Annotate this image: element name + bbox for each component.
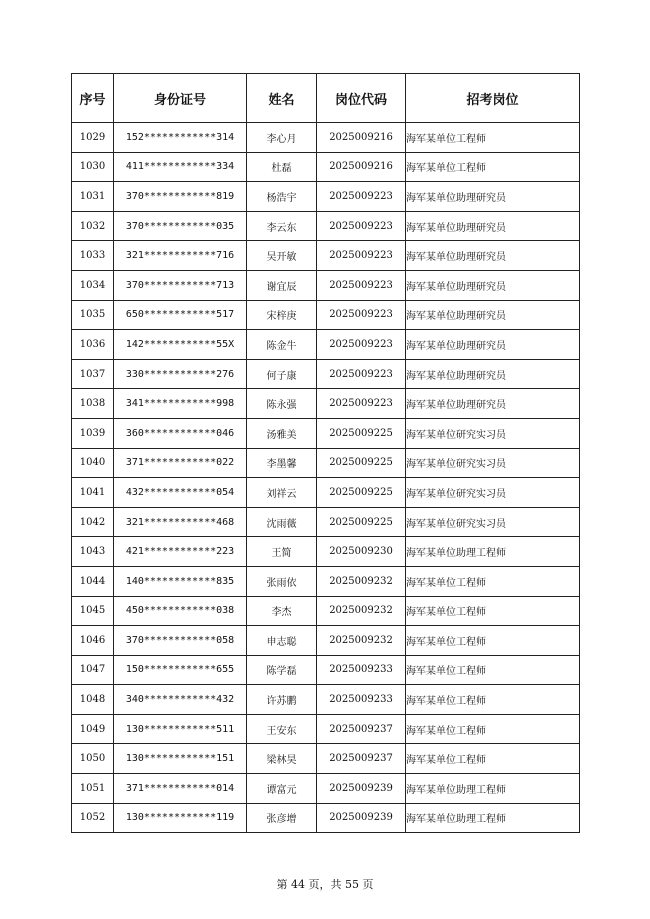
cell-id-number: 152************314	[114, 123, 247, 153]
cell-post-code: 2025009230	[317, 537, 406, 567]
cell-post-code: 2025009237	[317, 714, 406, 744]
cell-name: 陈永强	[247, 389, 317, 419]
cell-id-number: 411************334	[114, 152, 247, 182]
cell-id-number: 650************517	[114, 300, 247, 330]
cell-name: 许苏鹏	[247, 685, 317, 715]
cell-seq: 1046	[72, 626, 114, 656]
cell-post: 海军某单位助理研究员	[406, 182, 580, 212]
cell-post: 海军某单位研究实习员	[406, 448, 580, 478]
table-row	[72, 507, 580, 537]
cell-name: 刘祥云	[247, 478, 317, 508]
cell-post: 海军某单位助理研究员	[406, 211, 580, 241]
cell-name: 李墨馨	[247, 448, 317, 478]
cell-seq: 1037	[72, 359, 114, 389]
cell-name: 谭富元	[247, 774, 317, 804]
header-name: 姓名	[247, 74, 317, 123]
table-row	[72, 123, 580, 153]
cell-seq: 1052	[72, 803, 114, 833]
cell-post-code: 2025009223	[317, 241, 406, 271]
cell-name: 谢宜辰	[247, 270, 317, 300]
cell-post-code: 2025009223	[317, 182, 406, 212]
cell-seq: 1045	[72, 596, 114, 626]
cell-id-number: 341************998	[114, 389, 247, 419]
cell-post-code: 2025009225	[317, 448, 406, 478]
cell-id-number: 421************223	[114, 537, 247, 567]
cell-id-number: 450************038	[114, 596, 247, 626]
cell-name: 王简	[247, 537, 317, 567]
table-row	[72, 241, 580, 271]
cell-post: 海军某单位工程师	[406, 123, 580, 153]
cell-post: 海军某单位助理工程师	[406, 537, 580, 567]
cell-post-code: 2025009239	[317, 803, 406, 833]
cell-name: 李心月	[247, 123, 317, 153]
cell-name: 何子康	[247, 359, 317, 389]
cell-name: 陈金牛	[247, 330, 317, 360]
cell-post: 海军某单位工程师	[406, 596, 580, 626]
cell-name: 王安东	[247, 714, 317, 744]
cell-id-number: 321************716	[114, 241, 247, 271]
table-row	[72, 596, 580, 626]
cell-post: 海军某单位工程师	[406, 655, 580, 685]
cell-seq: 1048	[72, 685, 114, 715]
table-row	[72, 182, 580, 212]
table-row	[72, 803, 580, 833]
table-row	[72, 448, 580, 478]
cell-seq: 1049	[72, 714, 114, 744]
table-row	[72, 300, 580, 330]
table-body	[72, 123, 580, 833]
cell-name: 申志聪	[247, 626, 317, 656]
cell-seq: 1040	[72, 448, 114, 478]
cell-seq: 1038	[72, 389, 114, 419]
cell-name: 杜磊	[247, 152, 317, 182]
cell-post-code: 2025009216	[317, 123, 406, 153]
cell-seq: 1036	[72, 330, 114, 360]
cell-name: 汤雅美	[247, 418, 317, 448]
cell-id-number: 370************058	[114, 626, 247, 656]
cell-name: 吴开敏	[247, 241, 317, 271]
cell-post: 海军某单位工程师	[406, 685, 580, 715]
cell-id-number: 330************276	[114, 359, 247, 389]
cell-name: 李杰	[247, 596, 317, 626]
cell-post: 海军某单位助理研究员	[406, 330, 580, 360]
table-row	[72, 152, 580, 182]
table-row	[72, 330, 580, 360]
cell-name: 李云东	[247, 211, 317, 241]
table-row	[72, 566, 580, 596]
cell-id-number: 371************022	[114, 448, 247, 478]
cell-seq: 1044	[72, 566, 114, 596]
cell-post-code: 2025009239	[317, 774, 406, 804]
cell-id-number: 432************054	[114, 478, 247, 508]
cell-id-number: 321************468	[114, 507, 247, 537]
header-seq: 序号	[72, 74, 114, 123]
cell-seq: 1032	[72, 211, 114, 241]
page-footer: 第 44 页，共 55 页	[276, 878, 374, 891]
table-row	[72, 774, 580, 804]
cell-post-code: 2025009223	[317, 389, 406, 419]
cell-id-number: 370************819	[114, 182, 247, 212]
cell-seq: 1050	[72, 744, 114, 774]
cell-seq: 1030	[72, 152, 114, 182]
cell-post: 海军某单位助理研究员	[406, 241, 580, 271]
table-row	[72, 359, 580, 389]
header-id-number: 身份证号	[114, 74, 247, 123]
cell-post: 海军某单位工程师	[406, 566, 580, 596]
cell-name: 杨浩宇	[247, 182, 317, 212]
cell-seq: 1031	[72, 182, 114, 212]
cell-post-code: 2025009223	[317, 270, 406, 300]
cell-name: 张彦增	[247, 803, 317, 833]
table-row	[72, 685, 580, 715]
cell-post: 海军某单位工程师	[406, 714, 580, 744]
cell-name: 沈雨薇	[247, 507, 317, 537]
table-row	[72, 537, 580, 567]
table-header-row	[72, 74, 580, 123]
cell-post-code: 2025009223	[317, 211, 406, 241]
table-row	[72, 478, 580, 508]
cell-id-number: 130************119	[114, 803, 247, 833]
cell-post-code: 2025009233	[317, 655, 406, 685]
cell-post-code: 2025009237	[317, 744, 406, 774]
cell-name: 陈学磊	[247, 655, 317, 685]
table-row	[72, 389, 580, 419]
cell-id-number: 340************432	[114, 685, 247, 715]
cell-post: 海军某单位工程师	[406, 744, 580, 774]
cell-post-code: 2025009225	[317, 418, 406, 448]
cell-id-number: 370************035	[114, 211, 247, 241]
cell-post-code: 2025009223	[317, 359, 406, 389]
cell-seq: 1039	[72, 418, 114, 448]
cell-post-code: 2025009225	[317, 478, 406, 508]
cell-seq: 1042	[72, 507, 114, 537]
table-row	[72, 744, 580, 774]
cell-seq: 1041	[72, 478, 114, 508]
cell-post: 海军某单位助理工程师	[406, 803, 580, 833]
cell-id-number: 370************713	[114, 270, 247, 300]
cell-post: 海军某单位助理工程师	[406, 774, 580, 804]
cell-post-code: 2025009223	[317, 300, 406, 330]
cell-seq: 1043	[72, 537, 114, 567]
table-row	[72, 270, 580, 300]
cell-post-code: 2025009216	[317, 152, 406, 182]
cell-post-code: 2025009232	[317, 596, 406, 626]
cell-post: 海军某单位助理研究员	[406, 359, 580, 389]
cell-id-number: 130************511	[114, 714, 247, 744]
cell-seq: 1051	[72, 774, 114, 804]
cell-seq: 1047	[72, 655, 114, 685]
cell-post-code: 2025009225	[317, 507, 406, 537]
cell-post: 海军某单位助理研究员	[406, 300, 580, 330]
cell-seq: 1034	[72, 270, 114, 300]
cell-id-number: 130************151	[114, 744, 247, 774]
cell-seq: 1033	[72, 241, 114, 271]
cell-name: 梁林昊	[247, 744, 317, 774]
table-row	[72, 211, 580, 241]
cell-post: 海军某单位工程师	[406, 152, 580, 182]
cell-id-number: 140************835	[114, 566, 247, 596]
roster-table	[71, 73, 580, 833]
cell-id-number: 142************55X	[114, 330, 247, 360]
cell-post: 海军某单位工程师	[406, 626, 580, 656]
cell-name: 张雨依	[247, 566, 317, 596]
cell-post-code: 2025009232	[317, 566, 406, 596]
header-post-code: 岗位代码	[317, 74, 406, 123]
cell-post: 海军某单位研究实习员	[406, 507, 580, 537]
cell-post-code: 2025009232	[317, 626, 406, 656]
cell-post: 海军某单位研究实习员	[406, 478, 580, 508]
cell-post: 海军某单位助理研究员	[406, 389, 580, 419]
cell-id-number: 371************014	[114, 774, 247, 804]
cell-post: 海军某单位研究实习员	[406, 418, 580, 448]
cell-name: 宋梓庚	[247, 300, 317, 330]
cell-id-number: 150************655	[114, 655, 247, 685]
cell-seq: 1029	[72, 123, 114, 153]
table-row	[72, 714, 580, 744]
table-row	[72, 418, 580, 448]
table-row	[72, 626, 580, 656]
table-row	[72, 655, 580, 685]
cell-seq: 1035	[72, 300, 114, 330]
header-post: 招考岗位	[406, 74, 580, 123]
cell-post-code: 2025009223	[317, 330, 406, 360]
cell-id-number: 360************046	[114, 418, 247, 448]
cell-post: 海军某单位助理研究员	[406, 270, 580, 300]
cell-post-code: 2025009233	[317, 685, 406, 715]
